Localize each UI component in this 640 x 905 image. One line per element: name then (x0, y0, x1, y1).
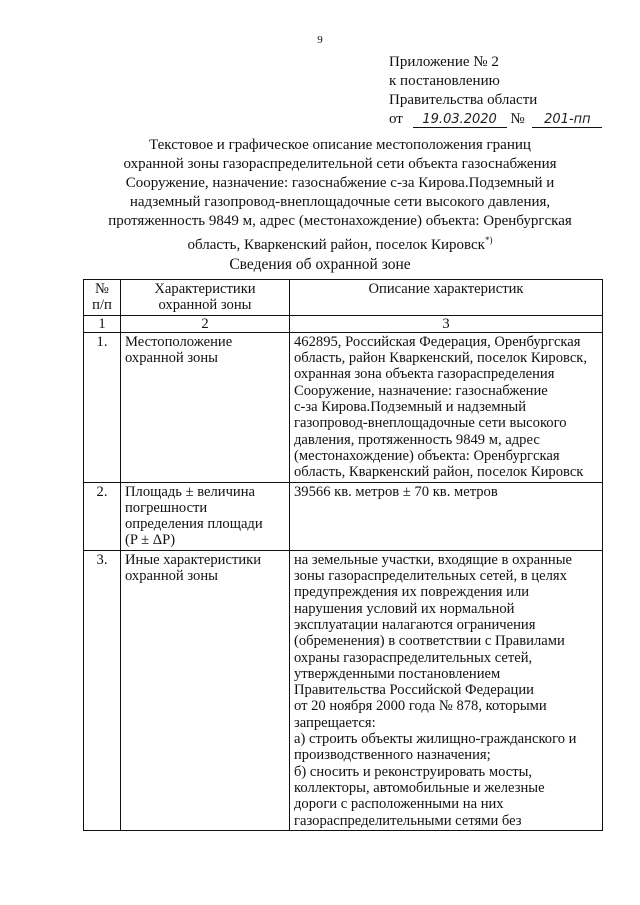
document-title (100, 136, 580, 255)
title-line: протяженность 9849 м, адрес (местонахождение) объекта: Оренбургская (108, 213, 572, 229)
appendix-line-1: Приложение № 2 (389, 54, 499, 70)
appendix-header (389, 53, 602, 129)
table-row (84, 332, 603, 482)
header-number: № п/п (84, 280, 121, 316)
table-row (84, 550, 603, 830)
row-description: на земельные участки, входящие в охранные зоны газораспределительных сетей, в целях предупреждения их повреждения или нарушения условий их нормальной эксплуатации налагаются ограничения (обременения) в соответствии с Правилами охраны газораспределительных сетей, утвержденными постановлением Правительства Российской Федерации от 20 ноября 2000 года № 878, которыми запрещается: а) строить объекты жилищно-гражданского и производственного назначения; б) сносить и реконструировать мосты, коллекторы, автомобильные и железные дороги с расположенными на них газораспределительными сетями без (290, 550, 603, 830)
row-description: 462895, Российская Федерация, Оренбургская область, район Кваркенский, поселок Кировск, охранная зона объекта газораспределения Сооружение, назначение: газоснабжение с-за Кирова.Подземный и надземный газопровод-внеплощадочные сети высокого давления, протяженность 9849 м, адрес (местонахождение) объекта: Оренбургская область, Кваркенский район, поселок Кировск (290, 332, 603, 482)
protection-zone-table (83, 279, 603, 831)
column-number: 2 (121, 315, 290, 332)
title-line: охранной зоны газораспределительной сети объекта газоснабжения (123, 156, 557, 172)
table-row (84, 482, 603, 550)
row-number: 2. (84, 482, 121, 550)
title-line: Текстовое и графическое описание местоположения границ (149, 137, 531, 153)
footnote-mark: *) (484, 235, 493, 245)
column-number: 1 (84, 315, 121, 332)
header-description: Описание характеристик (290, 280, 603, 316)
page-number: 9 (317, 34, 323, 46)
header-characteristic: Характеристики охранной зоны (121, 280, 290, 316)
row-characteristic: Местоположение охранной зоны (121, 332, 290, 482)
title-line-text: область, Кваркенский район, поселок Кировск (187, 237, 485, 253)
appendix-line-3: Правительства области (389, 92, 538, 108)
number-sign: № (510, 111, 525, 127)
row-description: 39566 кв. метров ± 70 кв. метров (290, 482, 603, 550)
title-line: Сооружение, назначение: газоснабжение с-за Кирова.Подземный и (125, 175, 555, 191)
handwritten-number: 201-пп (532, 112, 602, 128)
section-subtitle: Сведения об охранной зоне (229, 256, 411, 273)
appendix-line-2: к постановлению (389, 73, 500, 89)
appendix-date-line (389, 110, 602, 129)
row-characteristic: Площадь ± величина погрешности определения площади (P ± ΔP) (121, 482, 290, 550)
row-number: 3. (84, 550, 121, 830)
row-characteristic: Иные характеристики охранной зоны (121, 550, 290, 830)
title-line (100, 231, 580, 255)
column-number: 3 (290, 315, 603, 332)
handwritten-date: 19.03.2020 (413, 112, 507, 128)
title-line: надземный газопровод-внеплощадочные сети высокого давления, (129, 194, 551, 210)
row-number: 1. (84, 332, 121, 482)
date-prefix: от (389, 111, 403, 127)
table-header-row (84, 280, 603, 316)
column-number-row (84, 315, 603, 332)
